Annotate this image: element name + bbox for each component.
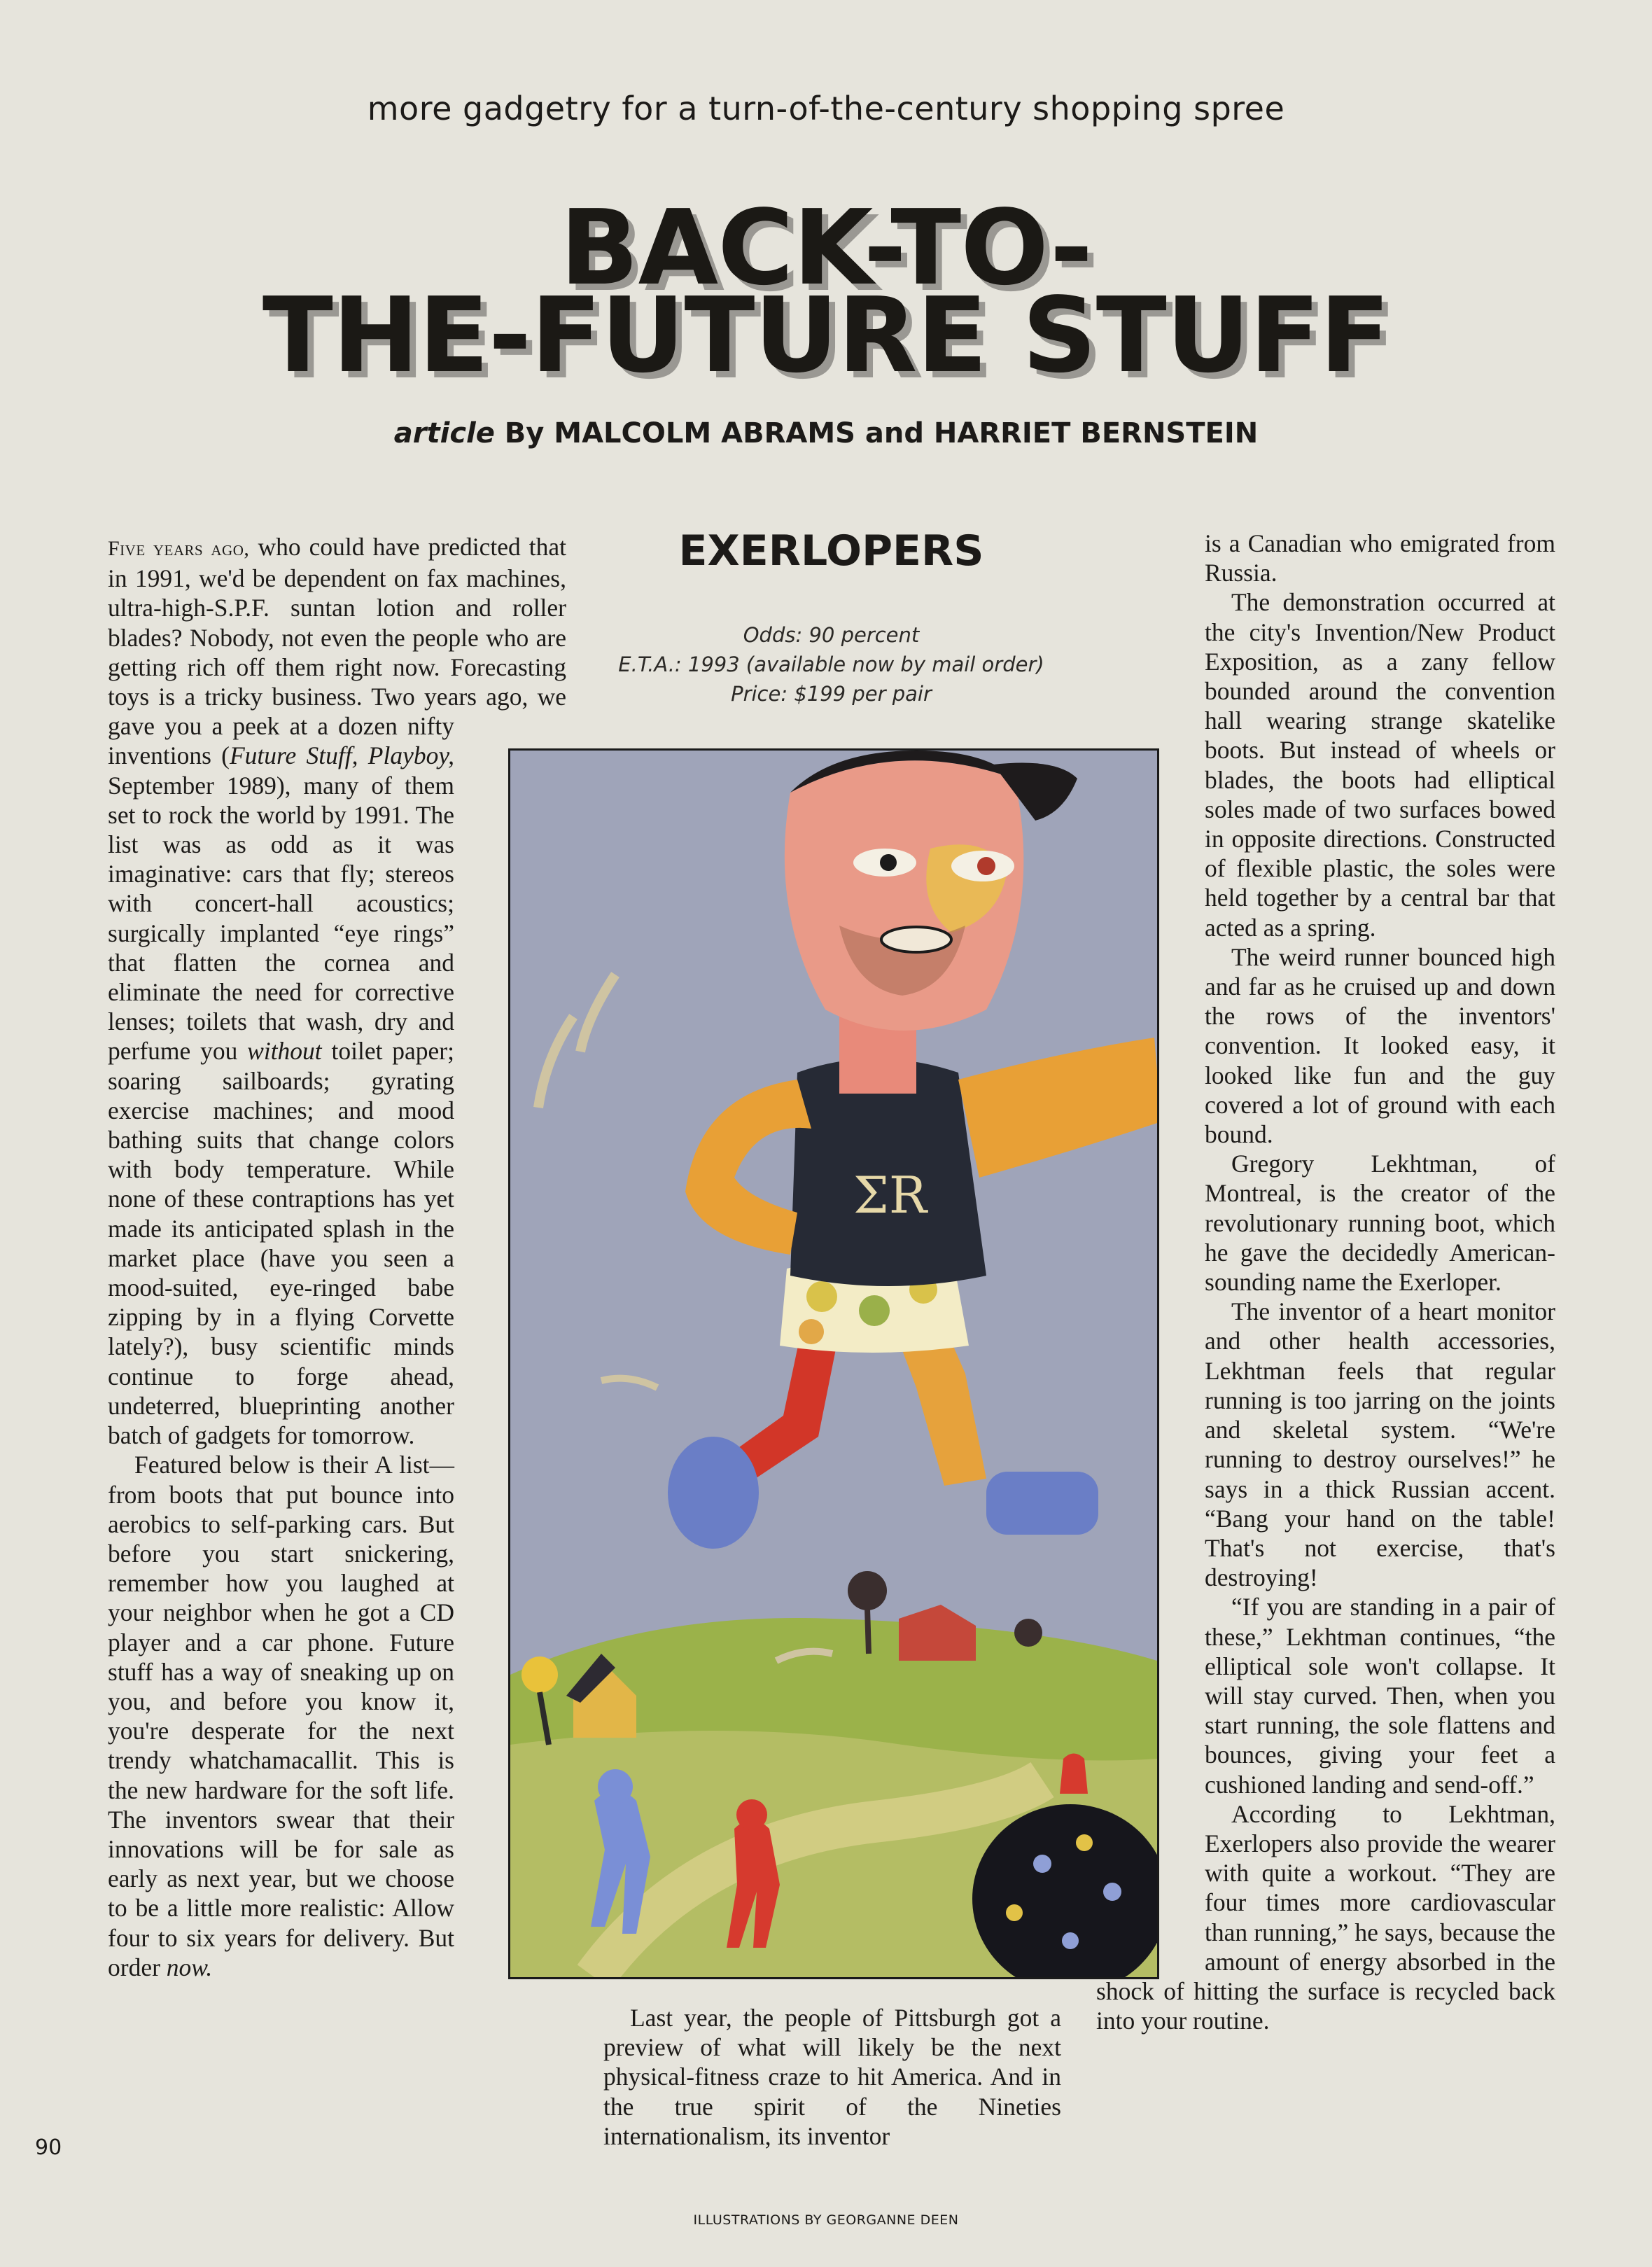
byline bbox=[0, 417, 1652, 449]
bush-dot bbox=[1033, 1855, 1051, 1873]
bush-dot bbox=[1062, 1932, 1079, 1949]
odds: Odds: 90 percent bbox=[743, 623, 920, 647]
intro-emphasis: without bbox=[247, 1037, 322, 1066]
article-paragraph: “If you are standing in a pair of these,” Lekhtman continues, “the elliptical sole won't collapse. It will stay curved. Then, when you start running, the sole flattens and bounces, giving your feet a cushioned landing and send-off.” bbox=[1205, 1593, 1555, 1799]
intro-column bbox=[108, 532, 566, 1982]
kicker: more gadgetry for a turn-of-the-century shopping spree bbox=[367, 90, 1285, 127]
shorts-dot bbox=[799, 1319, 824, 1344]
eta: E.T.A.: 1993 (available now by mail order) bbox=[618, 653, 1044, 676]
runner-pupil-left bbox=[880, 854, 897, 871]
red-figure-head bbox=[736, 1799, 767, 1830]
article-paragraph: According to Lekhtman, Exerlopers also provide the wearer with quite a workout. “They are four times more cardiovascular than running,” he says, because the amount of energy absorbed in the shock of hitting the surface is recycled back into your routine. bbox=[1096, 1799, 1555, 2035]
shorts-dot bbox=[859, 1295, 890, 1326]
section-title: EXERLOPERS bbox=[678, 526, 984, 576]
runner-pupil-right bbox=[977, 857, 995, 875]
tree-trunk bbox=[867, 1608, 869, 1654]
price: Price: $199 per pair bbox=[731, 682, 932, 706]
runner-right-boot bbox=[986, 1472, 1098, 1535]
article-paragraph: Last year, the people of Pittsburgh got a preview of what will likely be the next physical-fitness craze to hit America. And in the true spirit of the Nineties internationalism, its inventor bbox=[603, 2004, 1061, 2150]
illustration-exerloper-runner bbox=[508, 748, 1159, 1979]
lead-small-caps: Five years ago, bbox=[108, 537, 250, 560]
article-column-2 bbox=[603, 2003, 1061, 2151]
intro-text: toilet paper; soaring sailboards; gyrating exercise machines; and mood bathing suits that change colors with body temperature. While none of these contraptions has yet made its anticipated splash in the market place (have you seen a mood-suited, eye-ringed babe zipping by in a flying Corvette lately?), busy scientific minds continue to forge ahead, undeterred, blueprinting another batch of gadgets for tomorrow. bbox=[108, 1037, 454, 1450]
article-paragraph: Gregory Lekhtman, of Montreal, is the creator of the revolutionary running boot, which he gave the decidedly American-sounding name the Exerloper. bbox=[1205, 1150, 1555, 1297]
article-paragraph: is a Canadian who emigrated from Russia. bbox=[1205, 529, 1555, 587]
tree-small bbox=[1014, 1619, 1042, 1647]
headline-line-2: THE-FUTURE STUFF bbox=[262, 275, 1390, 396]
tree bbox=[848, 1571, 887, 1610]
byline-authors: By MALCOLM ABRAMS and HARRIET BERNSTEIN bbox=[494, 417, 1259, 449]
shirt-letters: ƩR bbox=[853, 1166, 927, 1225]
shorts-dot bbox=[806, 1281, 837, 1312]
bush-dot bbox=[1076, 1834, 1093, 1851]
article-column-3 bbox=[1096, 529, 1555, 2035]
article-paragraph: The inventor of a heart monitor and other health accessories, Lekhtman feels that regular running is too jarring on the joints and skeletal system. “We're running to destroy ourselves!” he says in a thick Russian accent. “Bang your hand on the table! That's not exercise, that's destroying! bbox=[1205, 1297, 1555, 1592]
art-wrap-shape bbox=[1096, 529, 1205, 729]
page-number: 90 bbox=[35, 2135, 62, 2160]
runner-left-boot bbox=[668, 1437, 759, 1549]
illustration-svg bbox=[510, 751, 1157, 1977]
illustration-credit: ILLUSTRATIONS BY GEORGANNE DEEN bbox=[693, 2212, 959, 2228]
article-paragraph: The weird runner bounced high and far as he cruised up and down the rows of the inventors' convention. It looked easy, it looked like fun and the guy covered a lot of ground with each bound. bbox=[1205, 942, 1555, 1149]
intro-text: September 1989), many of them set to rock the world by 1991. The list was as odd as it was imaginative: cars that fly; stereos with concert-hall acoustics; surgically implanted “eye rings” that flatten the cornea and eliminate the need for corrective lenses; toilets that wash, dry and perfume you bbox=[108, 771, 454, 1066]
intro-text: who could have predicted that in 1991, we'd be dependent on fax machines, ultra-high-S.P.F. suntan lotion and roller blades? Nobody, not even the people who are getting rich off them right now. Forecasting toys is a tricky business. Two years ago, we gave you a peek at a dozen nifty inventions ( bbox=[108, 533, 567, 770]
art-wrap-shape bbox=[1096, 729, 1205, 1954]
headline-line-1: BACK-TO- bbox=[559, 188, 1093, 308]
intro-emphasis: now. bbox=[166, 1953, 213, 1981]
far-figure bbox=[1060, 1754, 1088, 1794]
intro-citation: Future Stuff, Playboy, bbox=[230, 741, 455, 770]
article-paragraph: The demonstration occurred at the city's Invention/New Product Exposition, as a zany fellow bounded around the convention hall wearing strange skatelike boots. But instead of wheels or blades, the boots had elliptical soles made of two surfaces bowed in opposite directions. Constructed of flexible plastic, the soles were held together by a central bar that acted as a spring. bbox=[1205, 588, 1555, 942]
bush-dot bbox=[1006, 1904, 1023, 1921]
runner-mouth bbox=[881, 927, 951, 952]
flower bbox=[522, 1656, 558, 1693]
byline-prefix: article bbox=[393, 417, 495, 449]
blue-figure-head bbox=[598, 1769, 633, 1804]
intro-text: Featured below is their A list—from boots that put bounce into aerobics to self-parking cars. But before you start snickering, remember how you laughed at your neighbor when he got a CD player and a car phone. Future stuff has a way of sneaking up on you, and before you know it, you're desperate for the next trendy whatchamacallit. This is the new hardware for the soft life. The inventors swear that their innovations will be for sale as early as next year, but we choose to be a little more realistic: Allow four to six years for delivery. But order bbox=[108, 1451, 454, 1981]
